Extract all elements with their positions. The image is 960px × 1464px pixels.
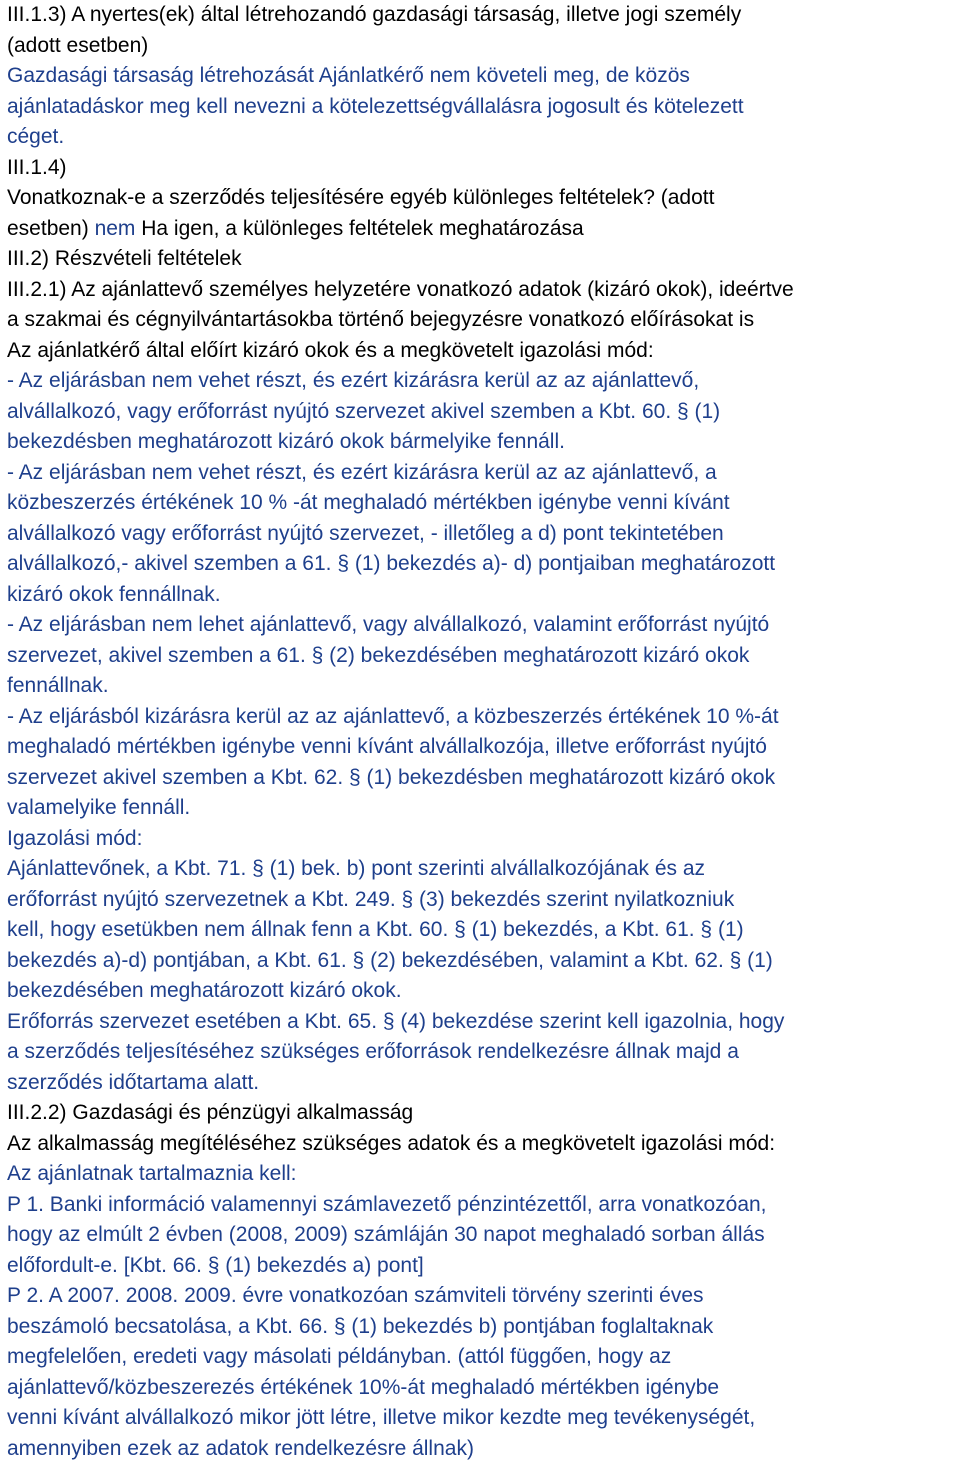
text-line: alvállalkozó,- akivel szemben a 61. § (1) bekezdés a)- d) pontjaiban meghatározott (7, 552, 776, 575)
text-line: bekezdésben meghatározott kizáró okok bármelyike fennáll. (7, 430, 565, 453)
text-line: megfelelően, eredeti vagy másolati példányban. (attól függően, hogy az (7, 1345, 672, 1368)
text-line: Igazolási mód: (7, 826, 143, 850)
text-line: előfordult-e. [Kbt. 66. § (1) bekezdés a) pont] (7, 1253, 424, 1277)
text-line: III.2.1) Az ajánlattevő személyes helyzetére vonatkozó adatok (kizáró okok), ideértve (7, 277, 794, 301)
text-line: III.2.2) Gazdasági és pénzügyi alkalmasság (7, 1101, 414, 1124)
text-line: beszámoló becsatolása, a Kbt. 66. § (1) bekezdés b) pontjában foglaltaknak (7, 1314, 714, 1338)
text-segment: esetben) (7, 216, 95, 240)
text-line: P 1. Banki információ valamennyi számlavezető pénzintézettől, arra vonatkozóan, (7, 1192, 767, 1216)
text-line: amennyiben ezek az adatok rendelkezésre állnak) (7, 1436, 474, 1460)
text-line: - Az eljárásban nem vehet részt, és ezért kizárásra kerül az az ajánlattevő, a (7, 460, 717, 484)
text-segment: Ha igen, a különleges feltételek meghatározása (141, 216, 584, 240)
text-line: Az ajánlatnak tartalmaznia kell: (7, 1162, 297, 1185)
text-line: erőforrást nyújtó szervezetnek a Kbt. 249. § (3) bekezdés szerint nyilatkozniuk (7, 887, 735, 911)
text-line: közbeszerzés értékének 10 % -át meghaladó mértékben igénybe venni kívánt (7, 491, 730, 514)
text-line: - Az eljárásból kizárásra kerül az az ajánlattevő, a közbeszerzés értékének 10 %-át (7, 704, 779, 728)
text-line: kell, hogy esetükben nem állnak fenn a Kbt. 60. § (1) bekezdés, a Kbt. 61. § (1) (7, 918, 744, 941)
text-line: Erőforrás szervezet esetében a Kbt. 65. § (4) bekezdése szerint kell igazolnia, hogy (7, 1009, 785, 1033)
text-line: alvállalkozó, vagy erőforrást nyújtó szervezet akivel szemben a Kbt. 60. § (1) (7, 399, 721, 423)
text-segment: nem (94, 216, 142, 240)
text-line: a szakmai és cégnyilvántartásokba történő bejegyzésre vonatkozó előírásokat is (7, 308, 755, 331)
text-line: Gazdasági társaság létrehozását Ajánlatkérő nem követeli meg, de közös (7, 64, 690, 87)
text-line: szerződés időtartama alatt. (7, 1070, 260, 1094)
text-line: szervezet akivel szemben a Kbt. 62. § (1) bekezdésben meghatározott kizáró okok (7, 765, 776, 789)
text-line: bekezdés a)-d) pontjában, a Kbt. 61. § (2) bekezdésében, valamint a Kbt. 62. § (1) (7, 948, 773, 972)
text-line: Ajánlattevőnek, a Kbt. 71. § (1) bek. b) pont szerinti alvállalkozójának és az (7, 857, 706, 880)
text-line: - Az eljárásban nem vehet részt, és ezért kizárásra kerül az az ajánlattevő, (7, 369, 700, 392)
text-line (7, 214, 956, 245)
text-line: kizáró okok fennállnak. (7, 582, 221, 606)
text-line: fennállnak. (7, 674, 109, 697)
text-line: a szerződés teljesítéséhez szükséges erőforrások rendelkezésre állnak majd a (7, 1040, 739, 1063)
text-line: bekezdésében meghatározott kizáró okok. (7, 979, 402, 1002)
text-line: ajánlattevő/közbeszerezés értékének 10%-át meghaladó mértékben igénybe (7, 1375, 720, 1399)
text-line: hogy az elmúlt 2 évben (2008, 2009) számláján 30 napot meghaladó sorban állás (7, 1223, 765, 1246)
text-line: III.1.4) (7, 155, 67, 179)
text-line: - Az eljárásban nem lehet ajánlattevő, vagy alvállalkozó, valamint erőforrást nyújtó (7, 613, 770, 636)
text-line: P 2. A 2007. 2008. 2009. évre vonatkozóan számviteli törvény szerinti éves (7, 1284, 704, 1307)
text-line: venni kívánt alvállalkozó mikor jött létre, illetve mikor kezdte meg tevékenységét, (7, 1406, 756, 1429)
text-line: Az ajánlatkérő által előírt kizáró okok és a megkövetelt igazolási mód: (7, 338, 654, 362)
text-line: Vonatkoznak-e a szerződés teljesítésére egyéb különleges feltételek? (adott (7, 186, 715, 209)
text-line: valamelyike fennáll. (7, 796, 191, 819)
text-line: céget. (7, 125, 65, 148)
text-line: III.2) Részvételi feltételek (7, 247, 242, 270)
text-line: szervezet, akivel szemben a 61. § (2) bekezdésében meghatározott kizáró okok (7, 643, 750, 667)
text-line: meghaladó mértékben igénybe venni kívánt alvállalkozója, illetve erőforrást nyújtó (7, 735, 767, 758)
text-line: Az alkalmasság megítéléséhez szükséges adatok és a megkövetelt igazolási mód: (7, 1131, 776, 1155)
text-line: III.1.3) A nyertes(ek) által létrehozandó gazdasági társaság, illetve jogi személy (7, 3, 742, 26)
text-line: (adott esetben) (7, 33, 149, 57)
text-line: alvállalkozó vagy erőforrást nyújtó szervezet, - illetőleg a d) pont tekintetében (7, 521, 724, 545)
text-line: ajánlatadáskor meg kell nevezni a kötelezettségvállalásra jogosult és kötelezett (7, 94, 744, 118)
